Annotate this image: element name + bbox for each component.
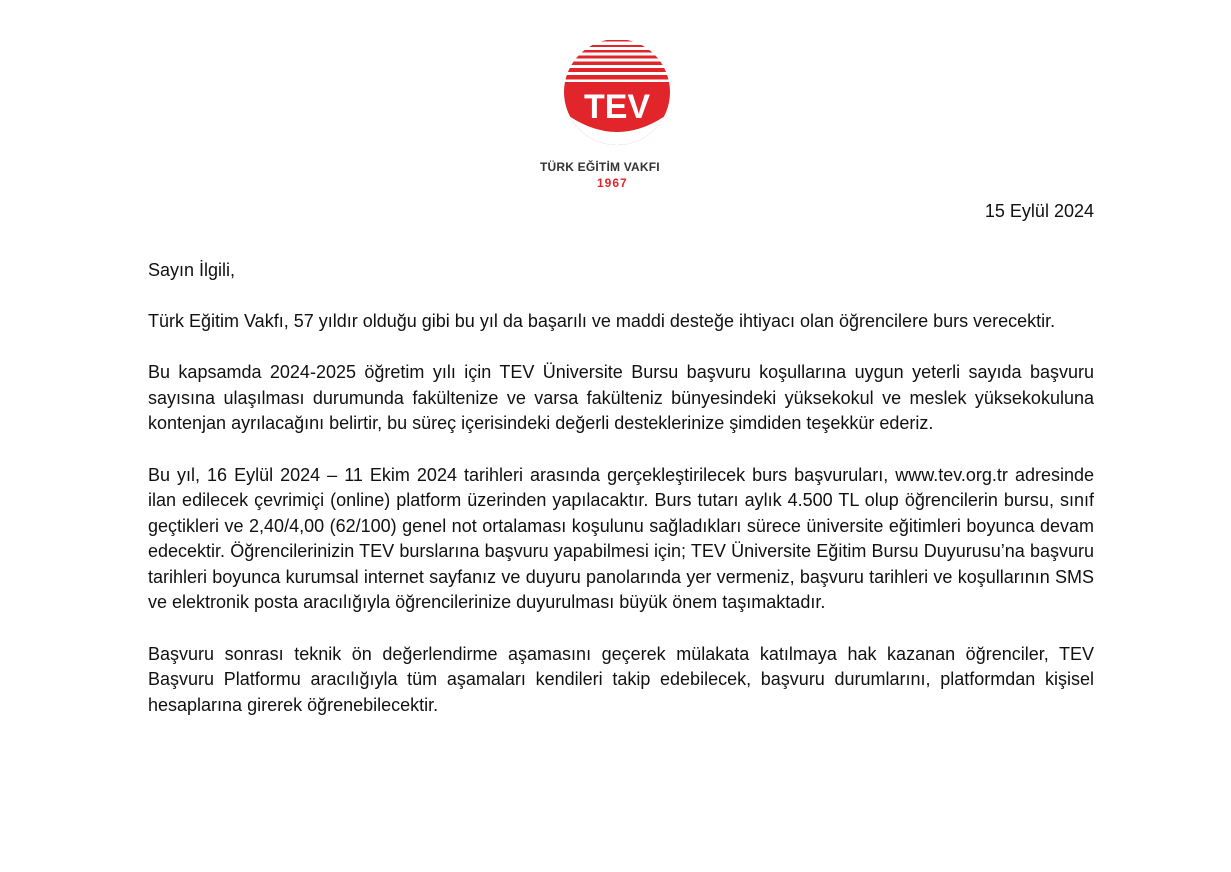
salutation: Sayın İlgili, <box>148 260 236 280</box>
letter-date: 15 Eylül 2024 <box>984 201 1094 221</box>
paragraph-1: Türk Eğitim Vakfı, 57 yıldır olduğu gibi bu yıl da başarılı ve maddi desteğe ihtiyacı olan öğrencilere burs verecektir. <box>148 310 1056 331</box>
logo-year: 1967 <box>597 176 628 190</box>
letter-body <box>148 258 1094 744</box>
paragraph-2: Bu kapsamda 2024-2025 öğretim yılı için TEV Üniversite Bursu başvuru koşullarına uygun yeterli sayıda başvuru sayısına ulaşılması durumunda fakültenize ve varsa fakülteniz bünyesindeki yüksekokul ve meslek yüksekokuluna kontenjan ayrılacağını belirtir, bu süreç içerisindeki değerli desteklerinize şimdiden teşekkür ederiz. <box>148 362 1094 433</box>
paragraph-4: Başvuru sonrası teknik ön değerlendirme aşamasını geçerek mülakata katılmaya hak kazanan öğrenciler, TEV Başvuru Platformu aracılığıyla tüm aşamaları kendileri takip edebilecek, başvuru durumlarını, platformdan kişisel hesaplarına girerek öğrenebilecektir. <box>148 643 1094 715</box>
paragraph-3: Bu yıl, 16 Eylül 2024 – 11 Ekim 2024 tarihleri arasında gerçekleştirilecek burs başvuruları, www.tev.org.tr adresinde ilan edilecek çevrimiçi (online) platform üzerinden yapılacaktır. Burs tutarı aylık 4.500 TL olup öğrencilerin bursu, sınıf geçtikleri ve 2,40/4,00 (62/100) genel not ortalaması koşulunu sağladıkları sürece üniversite eğitimleri boyunca devam edecektir. Öğrencilerinizin TEV burslarına başvuru yapabilmesi için; TEV Üniversite Eğitim Bursu Duyurusu’na başvuru tarihleri boyunca kurumsal internet sayfanız ve duyuru panolarında yer vermeniz, başvuru tarihleri ve koşullarının SMS ve elektronik posta aracılığıyla öğrencilerinize duyurulması büyük önem taşımaktadır. <box>148 464 1094 612</box>
tev-logo <box>540 38 700 190</box>
tev-emblem-icon <box>563 38 671 146</box>
logo-org-name: TÜRK EĞİTİM VAKFI <box>540 160 660 174</box>
svg-text:TEV: TEV <box>583 88 651 126</box>
